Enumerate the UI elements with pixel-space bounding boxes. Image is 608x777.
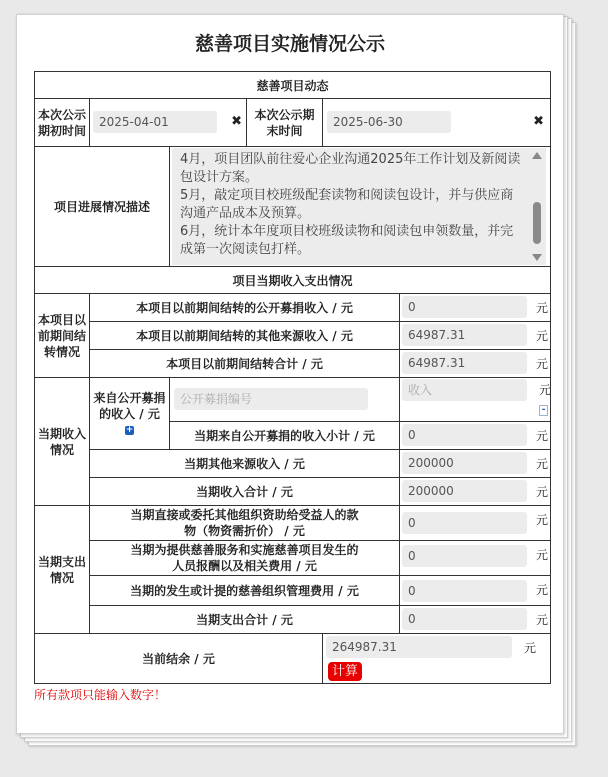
expense-total-input[interactable]: 0 [402,608,527,630]
staff-cost-label: 当期为提供慈善服务和实施慈善项目发生的人员报酬以及相关费用 / 元 [90,541,400,576]
page-title: 慈善项目实施情况公示 [194,33,385,55]
progress-line: 4月，项目团队前往爱心企业沟通2025年工作计划及新阅读包设计方案。 [180,152,521,185]
disclosure-table [34,71,551,684]
textarea-scrollbar[interactable] [532,152,542,261]
scroll-thumb[interactable] [533,202,541,244]
progress-textarea[interactable] [172,148,546,265]
expense-total-label: 当期支出合计 / 元 [90,606,400,634]
other-income-label: 当期其他来源收入 / 元 [90,450,400,478]
unit-label: 元 [524,641,537,655]
progress-line: 5月，敲定项目校班级配套读物和阅读包设计，并与供应商沟通产品成本及预算。 [180,188,514,221]
mgmt-cost-input[interactable]: 0 [402,580,527,602]
dynamics-header: 慈善项目动态 [35,72,551,99]
unit-label: 元 [536,329,549,343]
progress-label: 项目进展情况描述 [35,147,170,267]
end-date-input[interactable]: 2025-06-30 [327,111,451,133]
unit-label: 元 [536,485,549,499]
scroll-up-icon[interactable] [532,152,542,159]
start-date-label: 本次公示期初时间 [35,99,90,147]
unit-label: 元 [539,383,552,397]
public-subtotal-input[interactable]: 0 [402,424,527,446]
form-sheet [16,14,564,734]
unit-label: 元 [536,357,549,371]
end-date-label: 本次公示期末时间 [247,99,323,147]
prior-public-input[interactable]: 0 [402,296,527,318]
income-group-label: 当期收入情况 [35,378,90,506]
direct-aid-label: 当期直接或委托其他组织资助给受益人的款物（物资需折价） / 元 [90,506,400,541]
prior-other-input[interactable]: 64987.31 [402,324,527,346]
progress-line: 6月，统计本年度项目校班级读物和阅读包申领数量，并完成第一次阅读包打样。 [180,224,514,257]
income-total-label: 当期收入合计 / 元 [90,478,400,506]
public-subtotal-label: 当期来自公开募捐的收入小计 / 元 [170,422,400,450]
unit-label: 元 [536,583,549,597]
unit-label: 元 [536,613,549,627]
calculate-button[interactable]: 计算 [328,662,362,681]
unit-label: 元 [536,513,549,527]
public-income-input[interactable]: 收入 [402,379,527,401]
unit-label: 元 [536,429,549,443]
remove-row-minus-icon[interactable]: - [539,405,548,416]
prior-public-label: 本项目以前期间结转的公开募捐收入 / 元 [90,294,400,322]
finance-header: 项目当期收入支出情况 [35,267,551,294]
clear-start-date-icon[interactable]: ✖ [231,114,242,129]
income-total-input[interactable]: 200000 [402,480,527,502]
add-row-plus-icon[interactable]: + [125,424,134,435]
clear-end-date-icon[interactable]: ✖ [533,114,545,129]
balance-input[interactable]: 264987.31 [326,636,512,658]
unit-label: 元 [536,548,549,562]
prior-total-label: 本项目以前期间结转合计 / 元 [90,350,400,378]
prior-other-label: 本项目以前期间结转的其他来源收入 / 元 [90,322,400,350]
prior-group-label: 本项目以前期间结转情况 [35,294,90,378]
balance-label: 当前结余 / 元 [35,634,323,684]
numeric-only-note: 所有款项只能输入数字！ [34,688,167,702]
other-income-input[interactable]: 200000 [402,452,527,474]
fundraising-code-input[interactable]: 公开募捐编号 [174,388,368,410]
unit-label: 元 [536,301,549,315]
public-income-label: 来自公开募捐的收入 / 元 [93,390,166,421]
unit-label: 元 [536,457,549,471]
start-date-input[interactable]: 2025-04-01 [93,111,217,133]
direct-aid-input[interactable]: 0 [402,512,527,534]
scroll-down-icon[interactable] [532,254,542,261]
expense-group-label: 当期支出情况 [35,506,90,634]
staff-cost-input[interactable]: 0 [402,545,527,567]
prior-total-input[interactable]: 64987.31 [402,352,527,374]
mgmt-cost-label: 当期的发生或计提的慈善组织管理费用 / 元 [90,576,400,606]
